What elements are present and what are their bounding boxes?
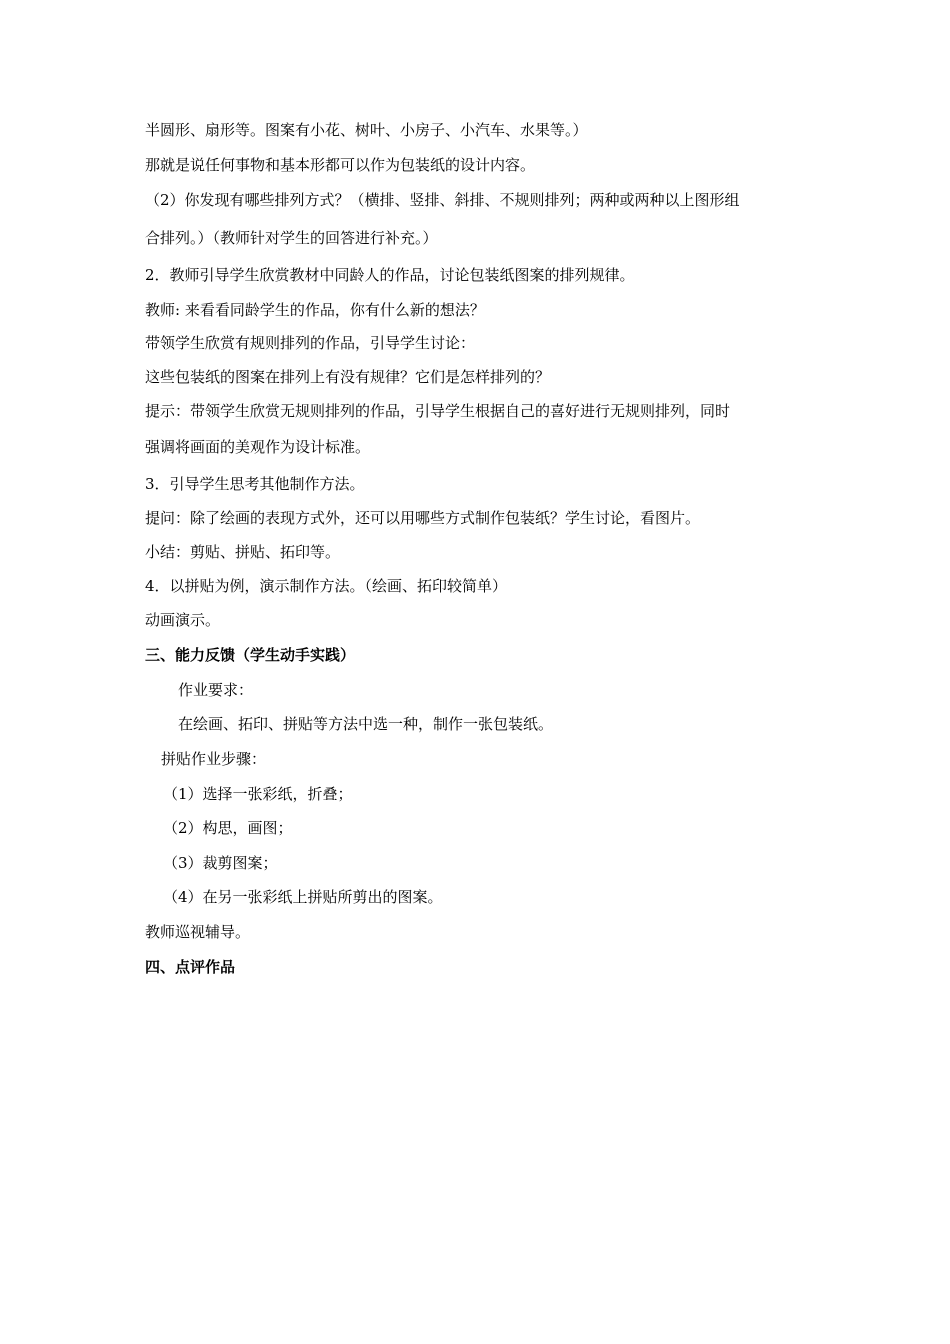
- list-item: （3）裁剪图案；: [163, 854, 278, 872]
- list-item: （2）构思，画图；: [163, 819, 293, 837]
- paragraph-line: 小结：剪贴、拼贴、拓印等。: [145, 543, 341, 561]
- paragraph-line: 合排列。）（教师针对学生的回答进行补充。）: [145, 229, 438, 247]
- section-heading: 四、点评作品: [145, 958, 236, 976]
- paragraph-line: 在绘画、拓印、拼贴等方法中选一种，制作一张包装纸。: [178, 715, 554, 733]
- paragraph-line: 带领学生欣赏有规则排列的作品，引导学生讨论：: [145, 334, 476, 352]
- paragraph-line: 3．引导学生思考其他制作方法。: [145, 475, 365, 493]
- paragraph-line: 拼贴作业步骤：: [161, 750, 267, 768]
- paragraph-line: 强调将画面的美观作为设计标准。: [145, 438, 371, 456]
- paragraph-line: 这些包装纸的图案在排列上有没有规律？它们是怎样排列的？: [145, 368, 551, 386]
- paragraph-line: 动画演示。: [145, 611, 221, 629]
- paragraph-line: 那就是说任何事物和基本形都可以作为包装纸的设计内容。: [145, 156, 536, 174]
- paragraph-line: 2．教师引导学生欣赏教材中同龄人的作品，讨论包装纸图案的排列规律。: [145, 266, 635, 284]
- paragraph-line: （2）你发现有哪些排列方式？（横排、竖排、斜排、不规则排列；两种或两种以上图形组: [145, 191, 740, 209]
- paragraph-line: 教师: 来看看同龄学生的作品，你有什么新的想法？: [145, 301, 485, 319]
- section-heading: 三、能力反馈（学生动手实践）: [145, 646, 356, 664]
- paragraph-line: 提示：带领学生欣赏无规则排列的作品，引导学生根据自己的喜好进行无规则排列，同时: [145, 402, 731, 420]
- paragraph-line: 半圆形、扇形等。图案有小花、树叶、小房子、小汽车、水果等。）: [145, 121, 588, 139]
- paragraph-line: 教师巡视辅导。: [145, 923, 251, 941]
- paragraph-line: 作业要求：: [178, 681, 254, 699]
- list-item: （4）在另一张彩纸上拼贴所剪出的图案。: [163, 888, 443, 906]
- list-item: （1）选择一张彩纸，折叠；: [163, 785, 353, 803]
- paragraph-line: 4．以拼贴为例，演示制作方法。（绘画、拓印较简单）: [145, 577, 508, 595]
- paragraph-line: 提问：除了绘画的表现方式外，还可以用哪些方式制作包装纸？学生讨论，看图片。: [145, 509, 701, 527]
